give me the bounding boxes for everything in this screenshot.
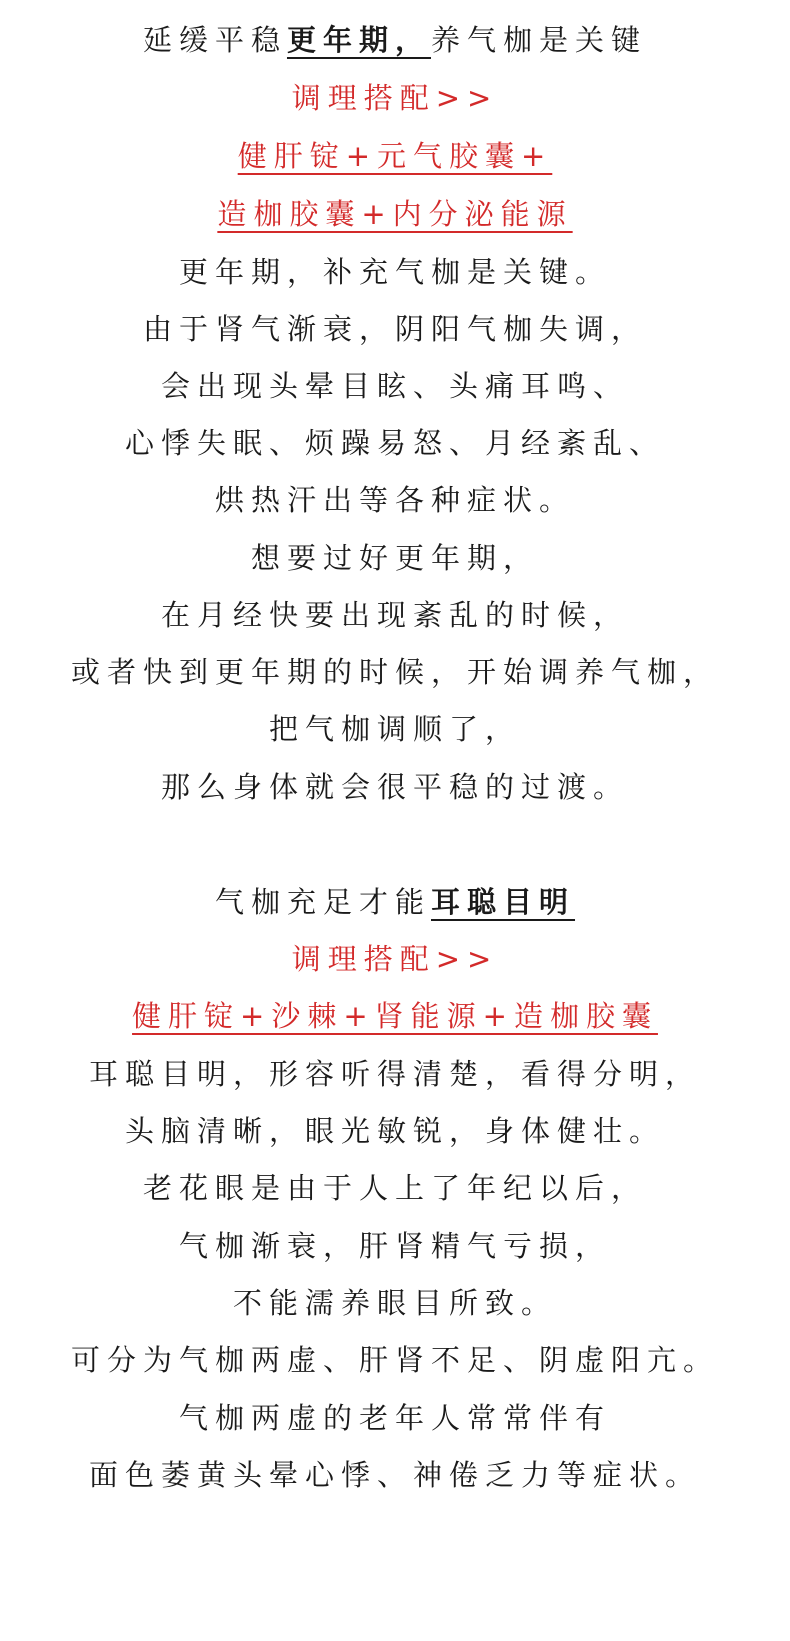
section2-body-line: 头脑清晰，眼光敏锐，身体健壮。	[124, 1114, 665, 1148]
section2-body-line: 耳聪目明，形容听得清楚，看得分明，	[88, 1057, 701, 1091]
section1-body-line: 烘热汗出等各种症状。	[214, 483, 575, 517]
section1-body-line: 在月经快要出现紊乱的时候，	[160, 598, 629, 632]
section1-body-line: 心悸失眠、烦躁易怒、月经紊乱、	[124, 426, 665, 460]
section2-body-line: 可分为气枷两虚、肝肾不足、阴虚阳亢。	[70, 1343, 719, 1377]
section2-body-line: 不能濡养眼目所致。	[232, 1286, 557, 1320]
section2-body-line: 气枷渐衰，肝肾精气亏损，	[178, 1229, 611, 1263]
section1-body-line: 把气枷调顺了，	[268, 712, 521, 746]
section2-heading-emphasis: 耳聪目明	[431, 885, 576, 919]
section2-heading-prefix: 气枷充足才能	[214, 885, 431, 919]
section1-recipe-line2-wrap	[0, 194, 790, 234]
section1-body-line: 或者快到更年期的时候，开始调养气枷，	[70, 655, 719, 689]
section1-heading-prefix: 延缓平稳	[142, 23, 287, 57]
section2-body-line: 面色萎黄头晕心悸、神倦乏力等症状。	[88, 1458, 701, 1492]
section2-recipe-label: 调理搭配>>	[291, 942, 499, 976]
section1-recipe-line1[interactable]: 健肝锭+元气胶囊+	[237, 139, 553, 173]
section2-heading	[0, 882, 790, 922]
section1-body-line: 由于肾气渐衰，阴阳气枷失调，	[142, 312, 647, 346]
section1-body-line: 那么身体就会很平稳的过渡。	[160, 770, 629, 804]
section1-body-line: 更年期，补充气枷是关键。	[178, 255, 611, 289]
section2-body-line: 老花眼是由于人上了年纪以后，	[142, 1171, 647, 1205]
section1-body-line: 会出现头晕目眩、头痛耳鸣、	[160, 369, 629, 403]
section1-heading	[0, 20, 790, 60]
section1-recipe-line1-wrap	[0, 136, 790, 176]
section1-recipe-line2[interactable]: 造枷胶囊+内分泌能源	[217, 197, 573, 231]
section2-recipe-line1-wrap	[0, 996, 790, 1036]
section1-recipe-label: 调理搭配>>	[291, 81, 499, 115]
section1-heading-emphasis: 更年期，	[286, 23, 431, 57]
section2-body-line: 气枷两虚的老年人常常伴有	[178, 1401, 611, 1435]
section1-heading-suffix: 养气枷是关键	[431, 23, 648, 57]
section2-recipe-line1[interactable]: 健肝锭+沙棘+肾能源+造枷胶囊	[132, 999, 658, 1033]
section1-body-line: 想要过好更年期，	[250, 541, 539, 575]
